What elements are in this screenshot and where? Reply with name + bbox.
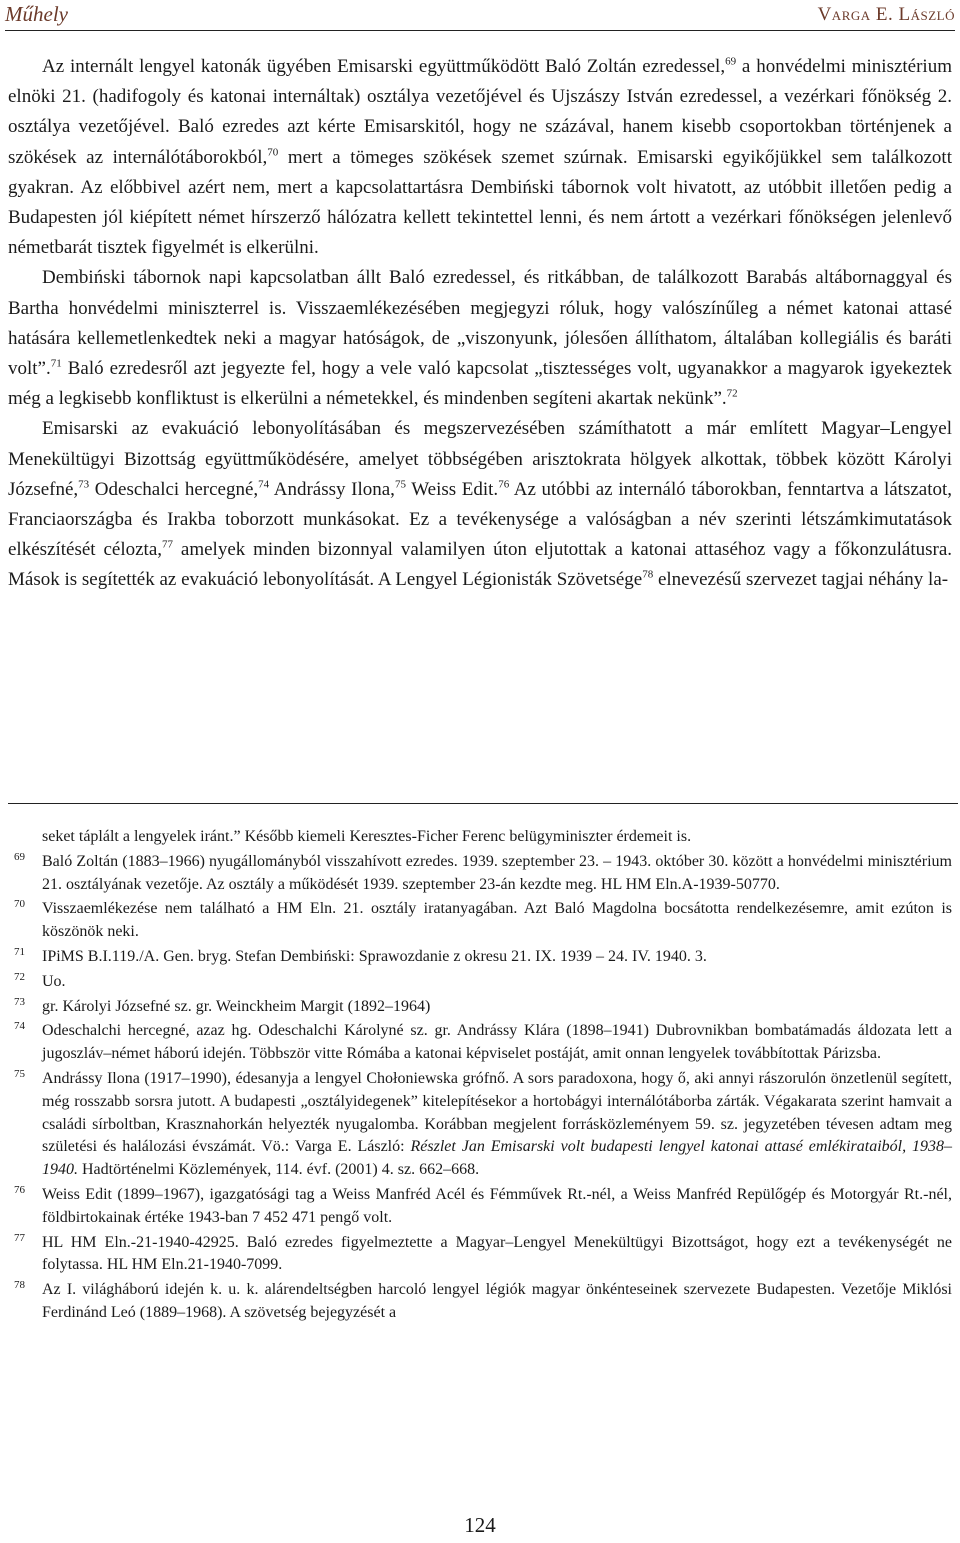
text-run: amelyek minden bizonnyal valamilyen úton eljutottak a katonai attaséhoz vagy a főkonzulátusra. Mások is segítették az evakuáció lebonyolítását. A Lengyel Légionisták Szövetsége: [8, 539, 953, 591]
footnote-ref[interactable]: 75: [394, 478, 406, 491]
text-run: Az utóbbi az internáló táborokban, fenntartva a látszatot, Franciaországba és Irakba toborzott munkásokat. Ez a tevékenysége a valóságban a név szerinti létszámkimutatások elkészítését célozta,: [8, 478, 953, 561]
paragraph: [8, 263, 952, 414]
footnote-divider: [8, 803, 958, 804]
footnote-number: 69: [14, 850, 25, 863]
footnote-text: Baló Zoltán (1883–1966) nyugállományból visszahívott ezredes. 1939. szeptember 23. – 1943. október 30. között a honvédelmi minisztérium 21. osztályának vezetője. Az osztály a működését 1939. szeptember 23-án kezdte meg. HL HM Eln.A-1939-50770.: [42, 852, 952, 893]
footnote-text: HL HM Eln.-21-1940-42925. Baló ezredes figyelmeztette a Magyar–Lengyel Menekültügyi Bizottságot, hogy ezt a tevékenységét ne folytassa. HL HM Eln.21-1940-7099.: [42, 1233, 952, 1274]
author-name: Varga E. László: [817, 4, 955, 25]
footnote-text: IPiMS B.I.119./A. Gen. bryg. Stefan Dembiński: Sprawozdanie z okresu 21. IX. 1939 – 24. IV. 1940. 3.: [42, 947, 707, 965]
footnote-ref[interactable]: 72: [726, 387, 738, 400]
footnote-text: Uo.: [42, 972, 66, 990]
footnote-ref[interactable]: 73: [78, 478, 90, 491]
text-run: Az internált lengyel katonák ügyében Emisarski együttműködött Baló Zoltán ezredessel,: [42, 56, 726, 77]
footnote-number: 70: [14, 898, 25, 911]
text-run: mert a tömeges szökések szemet szúrnak. Emisarski egyikőjükkel sem találkozott gyakran. Az előbbivel azért nem, mert a kapcsolattartásra Dembiński tábornok volt hivatott, az utóbbit illetően pedig a Budapesten jól kiépített német hírszerző hálózatra kellett tekintettel lenni, és nem ártott a vezérkari főnökségen jelenlevő németbarát tisztek figyelmét is elkerülni.: [8, 146, 952, 259]
footnote: [8, 996, 952, 1019]
footnote-text: Visszaemlékezése nem található a HM Eln. 21. osztály iratanyagában. Azt Baló Magdolna bocsátotta rendelkezésemre, amit ezúton is köszönök neki.: [42, 900, 952, 941]
text-run: Dembiński tábornok napi kapcsolatban állt Baló ezredessel, és ritkábban, de találkozott Barabás altábornaggyal és Bartha honvédelmi miniszterrel is. Visszaemlékezésében megjegyzi róluk, hogy valószínűleg a német katonai attasé hatására kellemetlenkedtek neki a magyar hatóságok, de „viszonyunk, jólesően állíthatom, általában kollegiális és baráti volt”.: [8, 267, 952, 380]
main-text: [8, 52, 952, 596]
footnote-text: Az I. világháború idején k. u. k. alárendeltségben harcoló lengyel légiók magyar önkénteseinek szervezete Budapesten. Vezetője Miklósi Ferdinánd Leó (1889–1968). A szövetség bejegyzését a: [42, 1281, 952, 1321]
footnote-ref[interactable]: 69: [725, 55, 737, 68]
footnote: [8, 1279, 952, 1325]
text-run: Odeschalci hercegné,: [89, 478, 259, 500]
text-run: elnevezésű szervezet tagjai néhány la-: [653, 569, 949, 591]
footnote-ref[interactable]: 71: [50, 357, 62, 370]
section-title: Műhely: [5, 2, 68, 26]
footnote-number: 72: [14, 970, 25, 983]
text-run: a honvédelmi minisztérium elnöki 21. (hadifogoly és katonai internáltak) osztálya vezetőjével és Ujszászy István ezredessel, a vezérkari főnökség 2. osztálya vezetőjével. Baló ezredes azt kérte Emisarskitól, hogy ne százával, hanem kisebb csoportokban történjenek a szökések az internálótáborokból,: [8, 56, 952, 168]
paragraph: [8, 414, 952, 595]
footnote: [8, 1232, 952, 1278]
footnote-text: Andrássy Ilona (1917–1990), édesanyja a lengyel Chołoniewska grófnő. A sors paradoxona, hogy ő, aki annyi rászorulón önzetlenül segített, még rosszabb sorsra jutott. A budapesti „osztályidegenek” kitelepítésekor a hortobágyi internálótáborba zárták. Végakarata szerint hamvait a családi sírboltban, Krasznahorkán helyezték nyugalomba. Korábban megjelent forrásközleményem 59. sz. jegyzetében tévesen adtam meg születési és halálozási évszámát. Vö.: Varga E. László:: [42, 1069, 952, 1156]
footnote: [8, 851, 952, 897]
footnote-number: 73: [14, 995, 25, 1008]
footnote: [8, 1020, 952, 1066]
footnote: [8, 1184, 952, 1230]
running-header: [5, 0, 955, 31]
footnote-number: 74: [14, 1020, 25, 1033]
footnote-number: 76: [14, 1183, 25, 1196]
footnote-number: 75: [14, 1067, 25, 1080]
footnote-number: 78: [14, 1279, 25, 1292]
text-run: Baló ezredesről azt jegyezte fel, hogy a vele való kapcsolat „tisztességes volt, ugyanakkor a magyarok igyekeztek még a legkisebb konfliktust is elkerülni a németekkel, és mindenben segíteni akartak nekünk”.: [8, 358, 952, 410]
footnote-number: 71: [14, 945, 25, 958]
text-run: Weiss Edit.: [405, 478, 499, 500]
footnote-text: gr. Károlyi Józsefné sz. gr. Weinckheim Margit (1892–1964): [42, 997, 431, 1015]
footnote-continuation: seket táplált a lengyelek iránt.” Később kiemeli Keresztes-Ficher Ferenc belügyminiszter érdemeit is.: [42, 828, 692, 845]
footnote: [8, 1068, 952, 1182]
footnote-text: Odeschalchi hercegné, azaz hg. Odeschalchi Károlyné sz. gr. Andrássy Klára (1898–1941) Dubrovnikban bombatámadás áldozata lett a jugoszláv–német háború idején. Többször vitte Rómába a katonai képviselet postáját, amit onnan lengyelek továbbítottak Párizsba.: [42, 1022, 952, 1063]
text-run: Andrássy Ilona,: [269, 478, 395, 500]
footnotes: [8, 826, 952, 1327]
footnote-ref[interactable]: 74: [258, 478, 270, 491]
footnote-text: Weiss Edit (1899–1967), igazgatósági tag a Weiss Manfréd Acél és Fémművek Rt.-nél, a Weiss Manfréd Repülőgép és Motorgyár Rt.-nél, földbirtokainak értéke 1943-ban 7 452 471 pengő volt.: [42, 1185, 952, 1226]
cited-title: Részlet Jan Emisarski volt budapesti lengyel katonai attasé emlékirataiból, 1938–1940.: [42, 1138, 952, 1179]
footnote: [8, 898, 952, 944]
footnote-number: 77: [14, 1231, 25, 1244]
footnote-ref[interactable]: 70: [267, 146, 279, 159]
footnote-ref[interactable]: 77: [162, 538, 174, 551]
footnote: [8, 946, 952, 969]
footnote-text-tail: Hadtörténelmi Közlemények, 114. évf. (2001) 4. sz. 662–668.: [78, 1161, 480, 1179]
page-number: 124: [464, 1513, 496, 1537]
footnote-ref[interactable]: 76: [498, 478, 510, 491]
paragraph: [8, 52, 952, 263]
text-run: Emisarski az evakuáció lebonyolításában és megszervezésében számíthatott a már említett Magyar–Lengyel Menekültügyi Bizottság együttműködésére, amelyet többségében arisztokrata hölgyek alkottak, többek között Károlyi Józsefné,: [8, 418, 952, 500]
footnote: [8, 971, 952, 994]
footnote-ref[interactable]: 78: [642, 569, 654, 582]
